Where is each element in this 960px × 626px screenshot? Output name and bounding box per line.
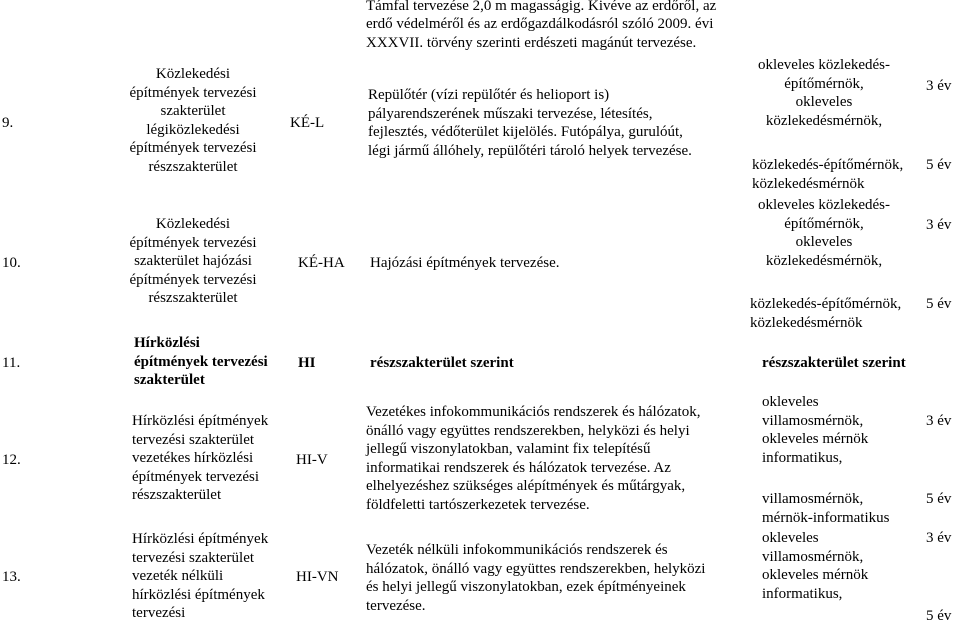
row-13-scope bbox=[366, 541, 705, 615]
row-13-qual-line: okleveles bbox=[762, 530, 819, 546]
row-13-area-line: tervezési szakterület bbox=[132, 549, 255, 566]
row-12-area-line: Hírközlési építmények bbox=[132, 413, 269, 429]
row-10-code: KÉ-HA bbox=[298, 255, 345, 271]
row-9-scope-line: légi jármű állóhely, repülőtéri tároló helyek tervezése. bbox=[368, 142, 692, 159]
row-10-qual-line: közlekedésmérnök, bbox=[765, 252, 883, 269]
row-11-qual: részszakterület szerint bbox=[762, 355, 906, 371]
row-9-years-b: 5 év bbox=[926, 157, 952, 173]
top-paragraph-line-2: erdő védelméről és az erdőgazdálkodásról szóló 2009. évi bbox=[366, 16, 714, 32]
row-12-qual-line: villamosmérnök, bbox=[762, 491, 864, 507]
row-10-scope: Hajózási építmények tervezése. bbox=[370, 255, 560, 271]
row-11-number: 11. bbox=[2, 355, 21, 371]
row-10-qual-line: építőmérnök, bbox=[784, 215, 864, 232]
row-9-qual-line: építőmérnök, bbox=[784, 75, 864, 92]
row-9-area bbox=[118, 65, 268, 176]
row-10-area-line: szakterület hajózási bbox=[134, 253, 252, 269]
row-12-qual-line: okleveles mérnök bbox=[762, 431, 869, 447]
row-10-years-a: 3 év bbox=[926, 217, 952, 233]
row-9-qual-line: okleveles közlekedés- bbox=[757, 57, 891, 73]
top-paragraph-line-3: XXXVII. törvény szerinti erdészeti magánút tervezése. bbox=[366, 35, 697, 51]
row-13-qual-line: informatikus, bbox=[762, 585, 843, 602]
row-10-area-line: Közlekedési bbox=[155, 216, 231, 232]
row-12-qual-line: mérnök-informatikus bbox=[762, 509, 890, 526]
row-9-qual-line: okleveles bbox=[795, 94, 853, 110]
row-10-area-line: építmények tervezési bbox=[129, 271, 257, 288]
row-11-scope: részszakterület szerint bbox=[370, 355, 514, 371]
row-12-code: HI-V bbox=[296, 452, 328, 468]
row-12-number: 12. bbox=[2, 452, 21, 468]
row-9-qual-line: közlekedésmérnök bbox=[752, 175, 865, 192]
row-9-qual-line: közlekedésmérnök, bbox=[765, 112, 883, 129]
row-13-area-line: Hírközlési építmények bbox=[132, 531, 269, 547]
row-13-area-line: tervezési bbox=[132, 605, 186, 621]
row-13-area-line: hírközlési építmények bbox=[132, 586, 265, 603]
row-13-area-line: vezeték nélküli bbox=[132, 568, 224, 584]
row-9-area-line: légiközlekedési bbox=[146, 121, 240, 138]
row-9-qual-b bbox=[752, 156, 903, 193]
row-12-qual-line: okleveles bbox=[762, 394, 819, 410]
row-9-scope-line: pályarendszerének műszaki tervezése, létesítés, bbox=[368, 105, 653, 122]
row-9-qual-line: közlekedés-építőmérnök, bbox=[752, 157, 904, 173]
row-9-scope bbox=[368, 86, 692, 160]
row-9-code: KÉ-L bbox=[290, 115, 325, 131]
row-11-area-line: Hírközlési bbox=[134, 335, 200, 351]
row-13-code: HI-VN bbox=[296, 569, 339, 585]
row-12-scope bbox=[366, 403, 700, 514]
row-12-area bbox=[132, 412, 268, 505]
row-13-years-b: 5 év bbox=[926, 608, 952, 624]
row-10-qual-b bbox=[750, 295, 901, 332]
row-10-area-line: építmények tervezési bbox=[129, 234, 257, 251]
row-13-scope-line: és helyi jellegű viszonylatokban, ezek építményeinek bbox=[366, 579, 686, 595]
row-12-years-b: 5 év bbox=[926, 491, 952, 507]
row-10-qual-line: okleveles bbox=[795, 234, 853, 250]
row-12-scope-line: informatikai rendszerek és hálózatok tervezése. Az bbox=[366, 459, 671, 476]
row-11-area-line: szakterület bbox=[134, 372, 205, 388]
row-13-qual-line: villamosmérnök, bbox=[762, 548, 864, 565]
row-10-area bbox=[118, 215, 268, 308]
row-12-area-line: tervezési szakterület bbox=[132, 431, 255, 448]
row-13-scope-line: tervezése. bbox=[366, 597, 426, 614]
row-9-scope-line: fejlesztés, védőterület kijelölés. Futópálya, gurulóút, bbox=[368, 124, 683, 140]
row-12-scope-line: földfeletti tartószerkezetek tervezése. bbox=[366, 496, 590, 513]
row-11-area-line: építmények tervezési bbox=[134, 353, 268, 370]
row-9-area-line: építmények tervezési bbox=[129, 84, 257, 101]
row-12-scope-line: önálló vagy együttes rendszerekben, helyközi és helyi bbox=[366, 422, 690, 439]
row-12-qual-a bbox=[762, 393, 868, 467]
row-13-scope-line: hálózatok, önálló vagy együttes rendszerekben, helyközi bbox=[366, 560, 706, 577]
row-9-years-a: 3 év bbox=[926, 78, 952, 94]
row-12-qual-b bbox=[762, 490, 889, 527]
row-13-qual-line: okleveles mérnök bbox=[762, 567, 869, 583]
row-10-qual-a bbox=[740, 196, 908, 270]
row-9-number: 9. bbox=[2, 115, 14, 131]
row-9-area-line: építmények tervezési bbox=[129, 140, 257, 156]
row-10-qual-line: közlekedés-építőmérnök, bbox=[750, 296, 902, 312]
row-13-number: 13. bbox=[2, 569, 21, 585]
row-12-area-line: építmények tervezési bbox=[132, 468, 260, 485]
top-paragraph-line-1: Támfal tervezése 2,0 m magasságig. Kivéve az erdőről, az bbox=[366, 0, 717, 14]
row-12-qual-line: informatikus, bbox=[762, 449, 843, 466]
row-11-area bbox=[134, 334, 268, 390]
row-12-area-line: részszakterület bbox=[132, 487, 222, 503]
row-12-scope-line: Vezetékes infokommunikációs rendszerek és hálózatok, bbox=[366, 404, 701, 420]
row-9-area-line: szakterület bbox=[160, 103, 226, 119]
row-13-years-a: 3 év bbox=[926, 530, 952, 546]
row-12-area-line: vezetékes hírközlési bbox=[132, 450, 254, 466]
row-12-years-a: 3 év bbox=[926, 413, 952, 429]
row-12-scope-line: elhelyezéshez szükséges alépítmények és műtárgyak, bbox=[366, 478, 686, 494]
row-9-area-line: részszakterület bbox=[148, 158, 238, 175]
row-9-scope-line: Repülőtér (vízi repülőtér és helioport is) bbox=[368, 87, 610, 103]
row-11-code: HI bbox=[298, 355, 316, 371]
row-9-qual-a bbox=[740, 56, 908, 130]
row-10-qual-line: közlekedésmérnök bbox=[750, 314, 863, 331]
row-13-area bbox=[132, 530, 268, 623]
row-10-number: 10. bbox=[2, 255, 21, 271]
row-9-area-line: Közlekedési bbox=[155, 66, 231, 82]
row-12-scope-line: jellegű viszonylatokban, valamint fix telepítésű bbox=[366, 441, 651, 457]
row-10-years-b: 5 év bbox=[926, 296, 952, 312]
row-10-qual-line: okleveles közlekedés- bbox=[757, 197, 891, 213]
row-12-qual-line: villamosmérnök, bbox=[762, 412, 864, 429]
row-13-scope-line: Vezeték nélküli infokommunikációs rendszerek és bbox=[366, 542, 668, 558]
row-10-area-line: részszakterület bbox=[148, 290, 238, 306]
row-13-qual-a bbox=[762, 529, 868, 603]
